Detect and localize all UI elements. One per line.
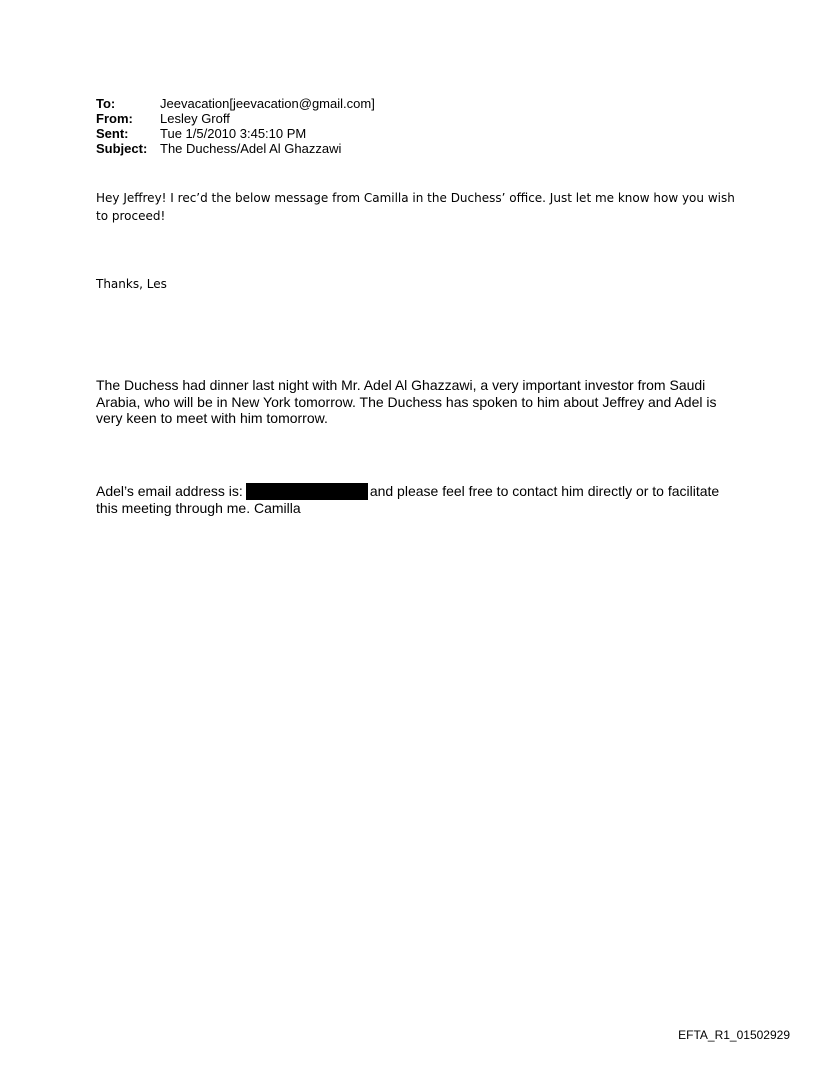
sent-label: Sent: xyxy=(96,126,129,141)
forwarded-message-paragraph: The Duchess had dinner last night with Mr. Adel Al Ghazzawi, a very important investor from Saudi Arabia, who will be in New York tomorrow. The Duchess has spoken to him about Jeffrey and Adel is very keen to meet with him tomorrow. xyxy=(96,377,717,426)
to-value: Jeevacation[jeevacation@gmail.com] xyxy=(160,96,375,111)
subject-row xyxy=(96,141,375,156)
sent-value: Tue 1/5/2010 3:45:10 PM xyxy=(160,126,307,141)
email-header xyxy=(96,96,375,156)
greeting-paragraph: Hey Jeffrey! I rec’d the below message from Camilla in the Duchess’ office. Just let me know how you wish to proceed! xyxy=(96,191,735,223)
from-row xyxy=(96,111,375,126)
email-address-paragraph xyxy=(96,483,726,517)
email-intro-text: Adel’s email address is: xyxy=(96,483,243,499)
subject-label: Subject: xyxy=(96,141,148,156)
from-value: Lesley Groff xyxy=(160,111,230,126)
redaction-box xyxy=(246,483,368,500)
email-rest-text: and please feel free to contact him directly or to facilitate this meeting through me. Camilla xyxy=(96,483,720,516)
signoff: Thanks, Les xyxy=(96,277,167,291)
subject-value: The Duchess/Adel Al Ghazzawi xyxy=(160,141,342,156)
to-row xyxy=(96,96,375,111)
document-id: EFTA_R1_01502929 xyxy=(678,1028,790,1042)
from-label: From: xyxy=(96,111,133,126)
to-label: To: xyxy=(96,96,116,111)
sent-row xyxy=(96,126,375,141)
